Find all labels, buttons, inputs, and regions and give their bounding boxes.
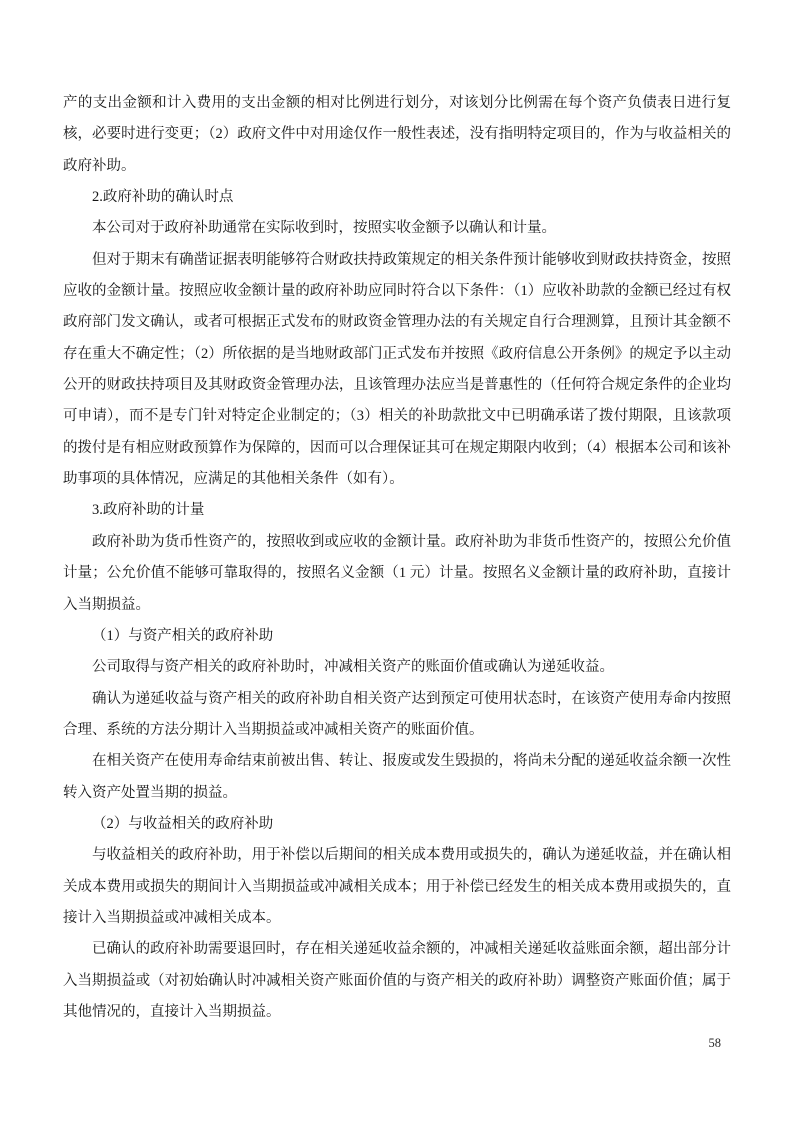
- paragraph: （2）与收益相关的政府补助: [92, 815, 274, 832]
- paragraph: 3.政府补助的计量: [92, 502, 205, 519]
- paragraph: 已确认的政府补助需要退回时，存在相关递延收益余额的，冲减相关递延收益账面余额，超出部分计入当期损益或（对初始确认时冲减相关资产账面价值的与资产相关的政府补助）调整资产账面价值；属于其他情况的，直接计入当期损益。: [63, 941, 731, 1020]
- paragraph: 与收益相关的政府补助，用于补偿以后期间的相关成本费用或损失的，确认为递延收益，并在确认相关成本费用或损失的期间计入当期损益或冲减相关成本；用于补偿已经发生的相关成本费用或损失的，直接计入当期损益或冲减相关成本。: [63, 847, 731, 926]
- paragraph: 产的支出金额和计入费用的支出金额的相对比例进行划分，对该划分比例需在每个资产负债表日进行复核，必要时进行变更；（2）政府文件中对用途仅作一般性表述，没有指明特定项目的，作为与收益相关的政府补助。: [63, 95, 731, 174]
- document-body: [63, 88, 731, 1028]
- paragraph: 本公司对于政府补助通常在实际收到时，按照实收金额予以确认和计量。: [92, 220, 556, 237]
- paragraph: 政府补助为货币性资产的，按照收到或应收的金额计量。政府补助为非货币性资产的，按照公允价值计量；公允价值不能够可靠取得的，按照名义金额（1 元）计量。按照名义金额计量的政府补助，直接计入当期损益。: [63, 533, 731, 613]
- paragraph: 但对于期末有确凿证据表明能够符合财政扶持政策规定的相关条件预计能够收到财政扶持资金，按照应收的金额计量。按照应收金额计量的政府补助应同时符合以下条件：（1）应收补助款的金额已经过有权政府部门发文确认，或者可根据正式发布的财政资金管理办法的有关规定自行合理测算，且预计其金额不存在重大不确定性；（2）所依据的是当地财政部门正式发布并按照《政府信息公开条例》的规定予以主动公开的财政扶持项目及其财政资金管理办法，且该管理办法应当是普惠性的（任何符合规定条件的企业均可申请），而不是专门针对特定企业制定的；（3）相关的补助款批文中已明确承诺了拨付期限，且该款项的拨付是有相应财政预算作为保障的，因而可以合理保证其可在规定期限内收到；（4）根据本公司和该补助事项的具体情况，应满足的其他相关条件（如有）。: [63, 251, 731, 488]
- paragraph: 2.政府补助的确认时点: [92, 189, 234, 206]
- paragraph: 确认为递延收益与资产相关的政府补助自相关资产达到预定可使用状态时，在该资产使用寿命内按照合理、系统的方法分期计入当期损益或冲减相关资产的账面价值。: [63, 690, 731, 738]
- paragraph: 公司取得与资产相关的政府补助时，冲减相关资产的账面价值或确认为递延收益。: [92, 659, 614, 676]
- paragraph: （1）与资产相关的政府补助: [92, 627, 274, 644]
- page-number: 58: [708, 1036, 721, 1050]
- paragraph: 在相关资产在使用寿命结束前被出售、转让、报废或发生毁损的，将尚未分配的递延收益余额一次性转入资产处置当期的损益。: [63, 753, 731, 801]
